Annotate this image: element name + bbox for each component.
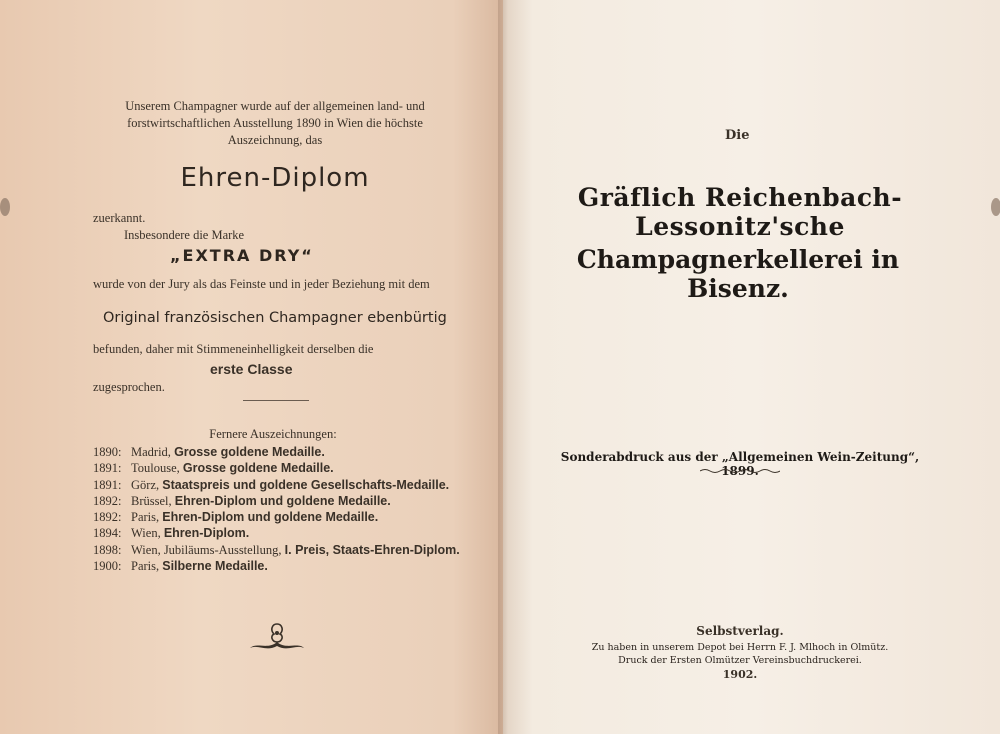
award-year: 1891:: [93, 461, 122, 476]
title-line-1: Gräflich Reichenbach-Lessonitz'sche: [577, 183, 903, 241]
award-year: 1890:: [93, 445, 122, 459]
zuerkannt-text: zuerkannt.: [93, 211, 146, 225]
publication-year: 1902.: [722, 668, 758, 681]
divider-rule: [243, 400, 309, 401]
award-title: Ehren-Diplom: [180, 163, 370, 193]
award-place: Wien, Jubiläums-Ausstellung,: [131, 542, 282, 557]
fleuron-ornament-icon: [248, 620, 306, 654]
award-name: Grosse goldene Medaille.: [182, 461, 334, 476]
binding-hole: [0, 198, 10, 216]
award-year: 1900:: [93, 559, 122, 574]
award-item: [93, 509, 463, 525]
award-place: Brüssel,: [131, 493, 172, 508]
original-text: Original französischen Champagner ebenbürtig: [103, 310, 447, 326]
award-name: Ehren-Diplom und goldene Medaille.: [174, 493, 391, 508]
page-gutter: [498, 0, 508, 734]
binding-hole: [991, 198, 1000, 216]
intro-paragraph: Unserem Champagner wurde auf der allgemeinen land- und forstwirtschaftlichen Ausstellung 1890 in Wien die höchste Auszeichnung, das: [125, 99, 425, 147]
award-name: Staatspreis und goldene Gesellschafts-Medaille.: [162, 477, 450, 492]
award-item: [93, 558, 463, 574]
jury-text: wurde von der Jury als das Feinste und in jeder Beziehung mit dem: [93, 277, 430, 291]
award-name: I. Preis, Staats-Ehren-Diplom.: [284, 542, 460, 557]
befunden-text: befunden, daher mit Stimmeneinhelligkeit derselben die: [93, 342, 374, 356]
publisher-line: Selbstverlag.: [696, 624, 784, 638]
award-item: [93, 542, 463, 558]
award-place: Paris,: [131, 559, 160, 574]
brand-name: „EXTRA DRY“: [170, 246, 314, 265]
award-place: Toulouse,: [131, 461, 180, 476]
award-place: Madrid,: [131, 445, 171, 459]
award-year: 1891:: [93, 477, 122, 492]
awards-list: [93, 444, 463, 574]
award-item: [93, 444, 463, 460]
award-year: 1894:: [93, 526, 122, 541]
printer-line: Druck der Ersten Olmützer Vereinsbuchdruckerei.: [618, 655, 862, 666]
award-item: [93, 477, 463, 493]
award-item: [93, 525, 463, 541]
award-year: 1898:: [93, 542, 122, 557]
further-awards-heading: Fernere Auszeichnungen:: [209, 427, 337, 441]
insbesondere-text: Insbesondere die Marke: [124, 228, 245, 242]
award-name: Silberne Medaille.: [162, 559, 268, 574]
award-year: 1892:: [93, 510, 122, 525]
classe-text: erste Classe: [210, 361, 293, 377]
sonderabdruck-line: Sonderabdruck aus der „Allgemeinen Wein-Zeitung“, 1899.: [560, 450, 920, 478]
award-name: Ehren-Diplom und goldene Medaille.: [162, 510, 379, 525]
title-line-2: Champagnerkellerei in Bisenz.: [576, 245, 900, 303]
award-name: Grosse goldene Medaille.: [174, 445, 325, 459]
award-place: Paris,: [131, 510, 160, 525]
wavy-underline: [700, 468, 780, 474]
award-item: [93, 460, 463, 476]
depot-line: Zu haben in unserem Depot bei Herrn F. J. Mlhoch in Olmütz.: [591, 642, 889, 653]
award-place: Wien,: [131, 526, 161, 541]
award-item: [93, 493, 463, 509]
zugesprochen-text: zugesprochen.: [93, 380, 165, 394]
award-name: Ehren-Diplom.: [163, 526, 250, 541]
title-article: Die: [725, 128, 750, 143]
award-year: 1892:: [93, 493, 122, 508]
award-place: Görz,: [131, 477, 160, 492]
